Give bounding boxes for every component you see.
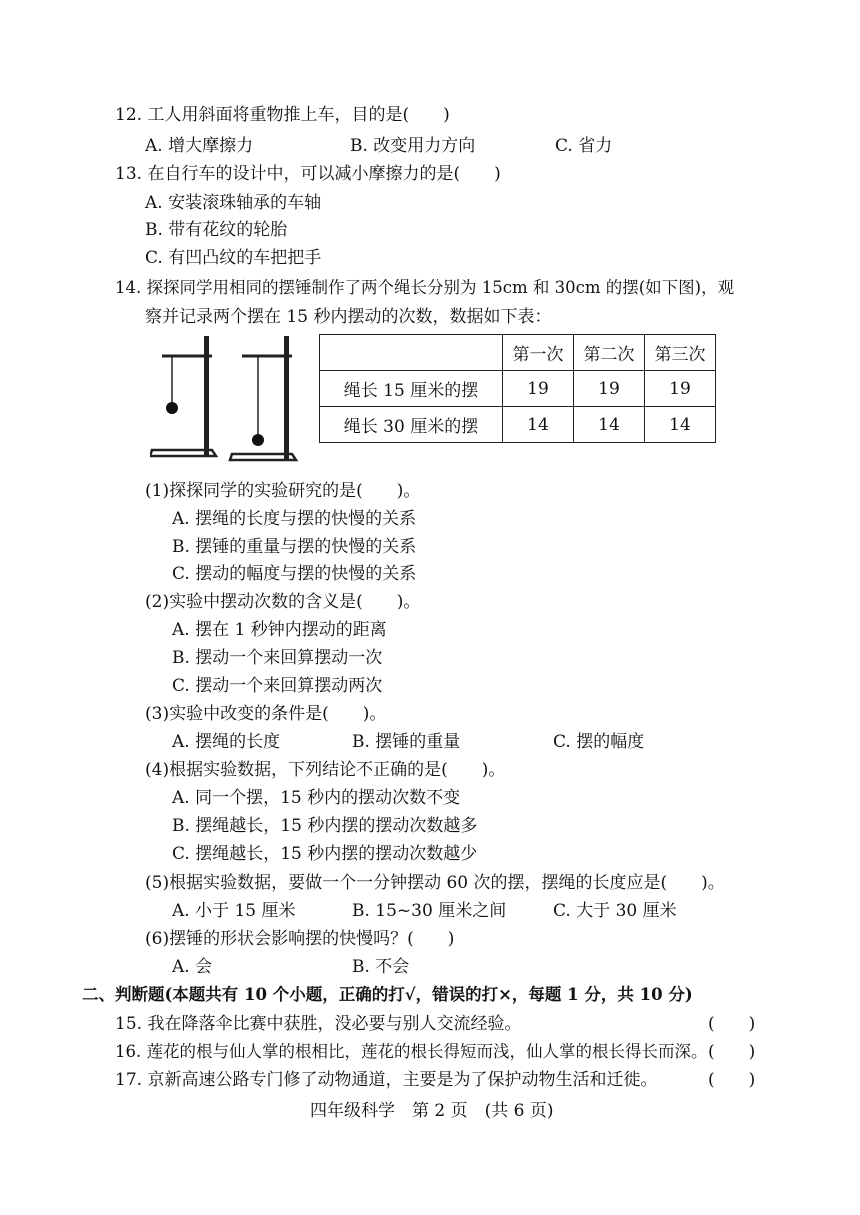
q14-sub4-option-b: B. 摆绳越长，15 秒内摆的摆动次数越多 — [172, 816, 478, 836]
q12-option-c: C. 省力 — [555, 136, 613, 156]
table-header-cell — [320, 335, 503, 371]
q14-sub1-option-c: C. 摆动的幅度与摆的快慢的关系 — [172, 564, 417, 584]
q12-option-a: A. 增大摩擦力 — [145, 136, 254, 156]
q14-sub2-option-c: C. 摆动一个来回算摆动两次 — [172, 676, 383, 696]
q12-stem: 12. 工人用斜面将重物推上车，目的是( ) — [115, 105, 450, 125]
table-cell: 19 — [574, 371, 645, 407]
q14-sub6-stem: (6)摆锤的形状会影响摆的快慢吗？( ) — [145, 929, 455, 949]
q14-sub5-option-a: A. 小于 15 厘米 — [172, 901, 296, 921]
table-header-cell: 第二次 — [574, 335, 645, 371]
q14-sub2-option-b: B. 摆动一个来回算摆动一次 — [172, 648, 383, 668]
q13-stem: 13. 在自行车的设计中，可以减小摩擦力的是( ) — [115, 164, 501, 184]
q14-sub3-option-b: B. 摆锤的重量 — [352, 732, 461, 752]
table-cell: 14 — [503, 407, 574, 443]
table-header-cell: 第三次 — [645, 335, 716, 371]
table-header-cell: 第一次 — [503, 335, 574, 371]
q14-sub4-option-a: A. 同一个摆，15 秒内的摆动次数不变 — [172, 788, 461, 808]
q14-sub3-option-c: C. 摆的幅度 — [553, 732, 645, 752]
q14-stem-line1: 14. 探探同学用相同的摆锤制作了两个绳长分别为 15cm 和 30cm 的摆(如下图)，观 — [115, 278, 735, 297]
q13-option-a: A. 安装滚珠轴承的车轴 — [145, 193, 322, 213]
left-stand-pole — [204, 336, 209, 456]
pendulum-data-table — [319, 334, 716, 443]
left-pendulum-bob — [166, 402, 178, 414]
q14-sub3-option-a: A. 摆绳的长度 — [172, 732, 281, 752]
table-cell: 19 — [645, 371, 716, 407]
q14-sub4-option-c: C. 摆绳越长，15 秒内摆的摆动次数越少 — [172, 844, 478, 864]
q14-sub6-option-b: B. 不会 — [352, 957, 410, 977]
q14-sub2-stem: (2)实验中摆动次数的含义是( )。 — [145, 592, 421, 612]
page-footer: 四年级科学 第 2 页 (共 6 页) — [310, 1101, 554, 1121]
q15-text: 15. 我在降落伞比赛中获胜，没必要与别人交流经验。 — [115, 1014, 522, 1034]
pendulum-apparatus-illustration — [150, 332, 310, 467]
q14-sub5-stem: (5)根据实验数据，要做一个一分钟摆动 60 次的摆，摆绳的长度应是( )。 — [145, 873, 725, 893]
q17-text: 17. 京新高速公路专门修了动物通道，主要是为了保护动物生活和迁徙。 — [115, 1070, 658, 1090]
q13-option-b: B. 带有花纹的轮胎 — [145, 220, 288, 240]
q14-sub1-option-b: B. 摆锤的重量与摆的快慢的关系 — [172, 537, 417, 557]
q14-sub2-option-a: A. 摆在 1 秒钟内摆动的距离 — [172, 620, 387, 640]
table-row — [320, 407, 716, 443]
table-cell: 绳长 30 厘米的摆 — [320, 407, 503, 443]
q12-option-b: B. 改变用力方向 — [350, 136, 476, 156]
right-pendulum-bob — [252, 434, 264, 446]
q14-sub1-stem: (1)探探同学的实验研究的是( )。 — [145, 481, 421, 501]
q14-sub1-option-a: A. 摆绳的长度与摆的快慢的关系 — [172, 509, 417, 529]
table-cell: 14 — [574, 407, 645, 443]
q17-answer-paren: ( ) — [708, 1070, 756, 1090]
table-cell: 绳长 15 厘米的摆 — [320, 371, 503, 407]
q15-answer-paren: ( ) — [708, 1014, 756, 1034]
q14-sub5-option-c: C. 大于 30 厘米 — [553, 901, 677, 921]
q14-stem-line2: 察并记录两个摆在 15 秒内摆动的次数，数据如下表： — [145, 307, 552, 327]
table-header-row — [320, 335, 716, 371]
table-cell: 19 — [503, 371, 574, 407]
q16-text: 16. 莲花的根与仙人掌的根相比，莲花的根长得短而浅，仙人掌的根长得长而深。 — [115, 1042, 708, 1061]
q16-answer-paren: ( ) — [708, 1042, 756, 1062]
q14-sub4-stem: (4)根据实验数据，下列结论不正确的是( )。 — [145, 760, 506, 780]
table-row — [320, 371, 716, 407]
q13-option-c: C. 有凹凸纹的车把把手 — [145, 248, 322, 268]
q14-sub5-option-b: B. 15~30 厘米之间 — [352, 901, 507, 921]
table-cell: 14 — [645, 407, 716, 443]
q14-sub3-stem: (3)实验中改变的条件是( )。 — [145, 704, 387, 724]
q14-sub6-option-a: A. 会 — [172, 957, 213, 977]
section-2-title: 二、判断题(本题共有 10 个小题，正确的打√，错误的打×，每题 1 分，共 10 分) — [82, 985, 693, 1004]
